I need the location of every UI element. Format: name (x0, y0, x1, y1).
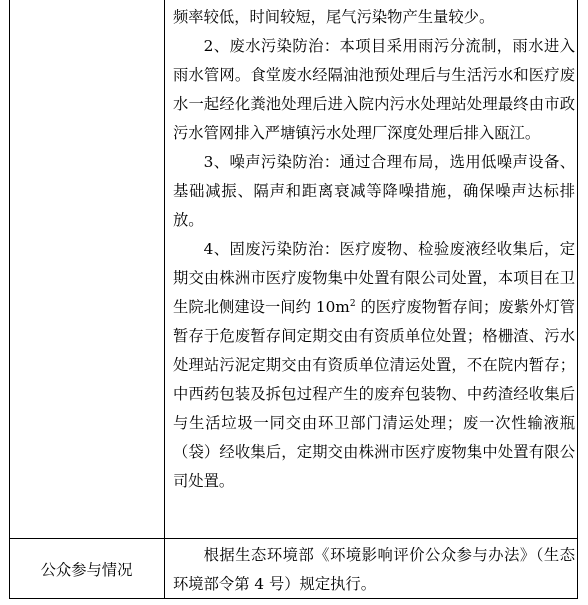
table-column-divider (164, 0, 165, 599)
table-border-right (577, 0, 578, 599)
public-participation-label: 公众参与情况 (40, 561, 133, 579)
air-pollution-tail-paragraph: 频率较低，时间较短，尾气污染物产生量较少。 (173, 8, 495, 26)
solid-waste-text-a: 4、固废污染防治：医疗废物、检验废液经收集后，定期交由株洲市医疗废物集中处置有限公司处置，本项目在卫生院北侧建设一间约 10m (173, 240, 575, 316)
public-participation-text (173, 541, 575, 599)
noise-paragraph: 3、噪声污染防治：通过合理布局，选用低噪声设备、基础减振、隔声和距离衰减等降噪措施，确保噪声达标排放。 (173, 153, 575, 229)
table-row-divider (9, 538, 578, 539)
solid-waste-text-b: 的医疗废物暂存间；废紫外灯管暂存于危废暂存间定期交由有资质单位处置；格栅渣、污水处理站污泥定期交由有资质单位清运处置，不在院内暂存；中西药包装及拆包过程产生的废弃包装物、中药渣经收集后与生活垃圾一同交由环卫部门清运处理；废一次性输液瓶（袋）经收集后，定期交由株洲市医疗废物集中处置有限公司处置。 (173, 298, 575, 490)
solid-waste-paragraph (173, 235, 575, 496)
table-border-left (9, 0, 10, 599)
pollution-measures-cell (173, 3, 575, 496)
area-unit-superscript: 2 (349, 298, 356, 309)
wastewater-paragraph: 2、废水污染防治：本项目采用雨污分流制，雨水进入雨水管网。食堂废水经隔油池预处理后与生活污水和医疗废水一起经化粪池处理后进入院内污水处理站处理最终由市政污水管网排入严塘镇污水处理厂深度处理后排入瓯江。 (173, 37, 575, 142)
public-participation-paragraph: 根据生态环境部《环境影响评价公众参与办法》（生态环境部令第 4 号）规定执行。 (173, 546, 575, 593)
